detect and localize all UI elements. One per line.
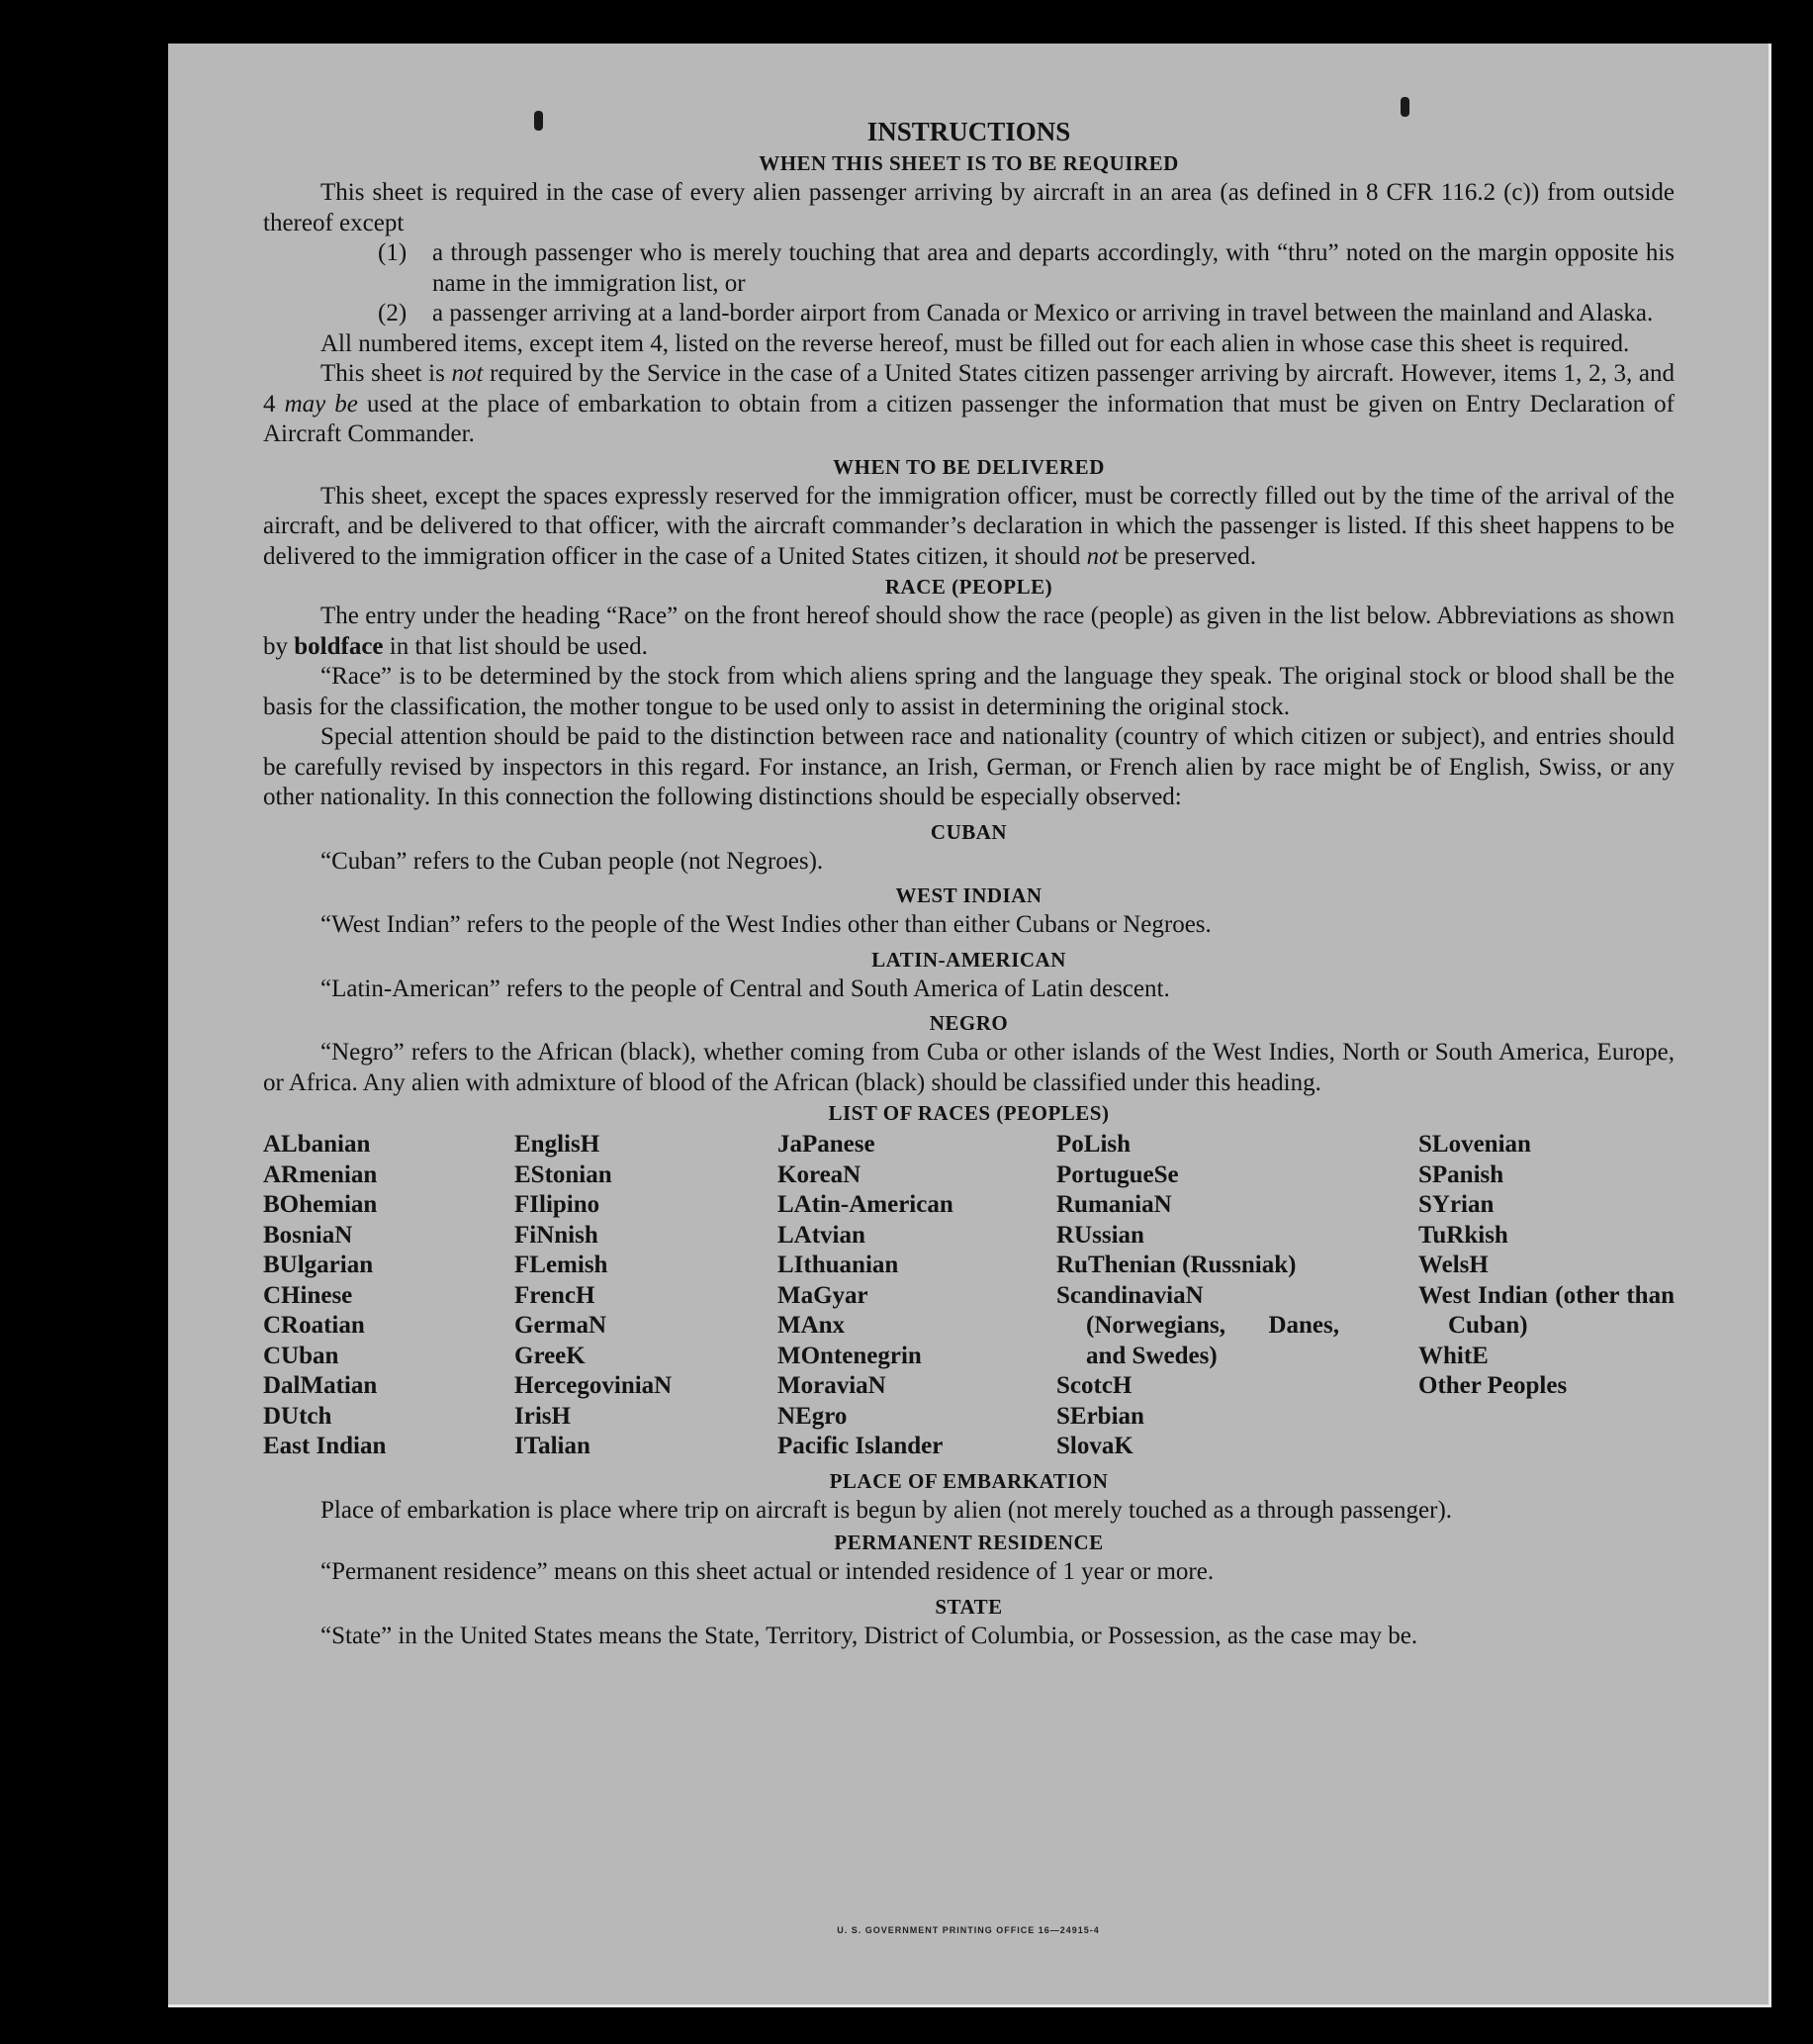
- exception-number: (2): [378, 300, 408, 326]
- exception-text: a through passenger who is merely touching that area and departs accordingly, with “thru” noted on the margin opposite his name in the immigration list, or: [432, 239, 1675, 297]
- race-list: [263, 1130, 1675, 1462]
- race-entry: ScandinaviaN (Norwegians, Danes, and Swedes): [1056, 1281, 1339, 1369]
- text-run: in that list should be used.: [383, 632, 648, 660]
- race-entry: EStonian: [514, 1161, 612, 1188]
- race-entry: CHinese: [263, 1281, 353, 1309]
- latin-american-definition: “Latin-American” refers to the people of Central and South America of Latin descent.: [320, 975, 1170, 1002]
- race-entry: RUssian: [1056, 1221, 1144, 1249]
- heading-embarkation: PLACE OF EMBARKATION: [829, 1468, 1109, 1493]
- race-entry: ARmenian: [263, 1161, 378, 1188]
- race-entry: ScotcH: [1056, 1372, 1133, 1399]
- heading-negro: NEGRO: [929, 1011, 1009, 1035]
- exception-text: a passenger arriving at a land-border airport from Canada or Mexico or arriving in travel between the mainland and Alaska.: [432, 300, 1654, 326]
- heading-list-of-races: LIST OF RACES (PEOPLES): [828, 1101, 1110, 1125]
- race-entry: RumaniaN: [1056, 1191, 1172, 1218]
- race-entry: GreeK: [514, 1342, 586, 1369]
- race-entry: SlovaK: [1056, 1433, 1133, 1459]
- instructions-content: [263, 115, 1675, 1651]
- heading-permanent-residence: PERMANENT RESIDENCE: [834, 1531, 1104, 1554]
- race-entry: GermaN: [514, 1312, 607, 1339]
- heading-race: RACE (PEOPLE): [884, 575, 1053, 599]
- text-run: be preserved.: [1118, 542, 1257, 570]
- text-run: required by the Service in the case of a United States citizen passenger arriving by aircraft. However, items 1, 2, 3, and 4: [263, 360, 1675, 418]
- race-entry: Pacific Islander: [777, 1433, 944, 1459]
- heading-cuban: CUBAN: [930, 819, 1008, 844]
- race-column-3: [777, 1130, 1056, 1462]
- race-entry: RuThenian (Russniak): [1056, 1252, 1297, 1278]
- heading-when-delivered: WHEN TO BE DELIVERED: [833, 454, 1105, 479]
- race-entry: SPanish: [1418, 1161, 1504, 1188]
- race-entry: LAtvian: [777, 1221, 865, 1249]
- race-entry: SLovenian: [1418, 1131, 1531, 1158]
- race-entry: BOhemian: [263, 1191, 378, 1218]
- race-entry: MOntenegrin: [777, 1342, 922, 1369]
- text-run: The entry under the heading “Race” on the front hereof should show the race (people) as given in the list below. Abbreviations as shown by: [263, 603, 1675, 660]
- race-entry: West Indian (other than Cuban): [1418, 1281, 1675, 1339]
- state-definition: “State” in the United States means the State, Territory, District of Columbia, or Possession, as the case may be.: [320, 1622, 1418, 1649]
- race-entry: WelsH: [1418, 1252, 1489, 1278]
- race-entry-paragraph: [263, 602, 1675, 662]
- race-entry: DalMatian: [263, 1372, 378, 1399]
- punch-mark-right: [1401, 97, 1409, 117]
- exception-item: [378, 238, 1675, 299]
- bold-boldface: boldface: [294, 632, 384, 660]
- race-entry: East Indian: [263, 1433, 387, 1459]
- race-entry: SYrian: [1418, 1191, 1495, 1218]
- race-nationality-paragraph: Special attention should be paid to the distinction between race and nationality (country of which citizen or subject), and entries should be carefully revised by inspectors in this regard. For instance, an Irish, German, or French alien by race might be of English, Swiss, or any other nationality. In this connection the following distinctions should be especially observed:: [263, 723, 1675, 810]
- cuban-definition: “Cuban” refers to the Cuban people (not Negroes).: [320, 847, 824, 875]
- race-entry: FrencH: [514, 1281, 595, 1309]
- race-entry: LIthuanian: [777, 1252, 899, 1278]
- race-entry: EnglisH: [514, 1131, 600, 1158]
- emphasis-not: not: [1086, 542, 1119, 570]
- race-entry: MAnx: [777, 1312, 846, 1339]
- race-column-4: [1056, 1130, 1339, 1462]
- required-paragraph: This sheet is required in the case of every alien passenger arriving by aircraft in an area (as defined in 8 CFR 116.2 (c)) from outside thereof except: [263, 179, 1675, 236]
- race-entry: TuRkish: [1418, 1221, 1508, 1249]
- citizen-paragraph: [263, 359, 1675, 450]
- race-entry: CUban: [263, 1342, 339, 1369]
- race-entry: IrisH: [514, 1402, 571, 1430]
- document-sheet: [168, 44, 1771, 2007]
- race-column-2: [514, 1130, 777, 1462]
- embarkation-definition: Place of embarkation is place where trip on aircraft is begun by alien (not merely touched as a through passenger).: [320, 1496, 1453, 1524]
- race-column-5: [1418, 1130, 1675, 1462]
- numbered-items-paragraph: All numbered items, except item 4, listed on the reverse hereof, must be filled out for each alien in whose case this sheet is required.: [320, 329, 1630, 357]
- printing-office-footer: U. S. GOVERNMENT PRINTING OFFICE 16—24915-4: [837, 1925, 1100, 1935]
- residence-definition: “Permanent residence” means on this sheet actual or intended residence of 1 year or more.: [320, 1558, 1215, 1585]
- exception-item: [378, 299, 1675, 329]
- emphasis-not: not: [451, 360, 484, 387]
- race-entry: JaPanese: [777, 1131, 875, 1158]
- race-entry: LAtin-American: [777, 1191, 953, 1218]
- west-indian-definition: “West Indian” refers to the people of the West Indies other than either Cubans or Negroes.: [320, 911, 1212, 938]
- text-run: This sheet, except the spaces expressly reserved for the immigration officer, must be correctly filled out by the time of the arrival of the aircraft, and be delivered to that officer, with the aircraft commander’s declaration in which the passenger is listed. If this sheet happens to be delivered to the immigration officer in the case of a United States citizen, it should: [263, 482, 1675, 570]
- heading-state: STATE: [935, 1594, 1003, 1619]
- page-title: INSTRUCTIONS: [866, 117, 1071, 146]
- race-entry: KoreaN: [777, 1161, 861, 1188]
- race-definition-paragraph: “Race” is to be determined by the stock from which aliens spring and the language they speak. The original stock or blood shall be the basis for the classification, the mother tongue to be used only to assist in determining the original stock.: [263, 663, 1675, 720]
- text-run: This sheet is: [320, 360, 452, 387]
- heading-west-indian: WEST INDIAN: [895, 883, 1042, 907]
- negro-definition: “Negro” refers to the African (black), whether coming from Cuba or other islands of the West Indies, North or South America, Europe, or Africa. Any alien with admixture of blood of the African (black) should be classified under this heading.: [263, 1039, 1675, 1096]
- race-entry: BosniaN: [263, 1221, 353, 1249]
- race-entry: FLemish: [514, 1252, 608, 1278]
- delivery-paragraph: [263, 482, 1675, 573]
- race-entry: SErbian: [1056, 1402, 1144, 1430]
- race-entry: WhitE: [1418, 1342, 1489, 1369]
- race-entry: CRoatian: [263, 1312, 365, 1339]
- race-entry: PortugueSe: [1056, 1161, 1179, 1188]
- race-column-1: [263, 1130, 514, 1462]
- race-entry: DUtch: [263, 1402, 332, 1430]
- race-entry: ITalian: [514, 1433, 590, 1459]
- race-entry: Other Peoples: [1418, 1372, 1568, 1399]
- race-entry: NEgro: [777, 1402, 848, 1430]
- race-entry: BUlgarian: [263, 1252, 374, 1278]
- race-entry: MaGyar: [777, 1281, 868, 1309]
- race-entry: MoraviaN: [777, 1372, 886, 1399]
- heading-when-required: WHEN THIS SHEET IS TO BE REQUIRED: [759, 151, 1179, 175]
- exception-number: (1): [378, 239, 408, 266]
- race-entry: ALbanian: [263, 1131, 371, 1158]
- race-entry: PoLish: [1056, 1131, 1132, 1158]
- heading-latin-american: LATIN-AMERICAN: [871, 947, 1066, 972]
- text-run: used at the place of embarkation to obtain from a citizen passenger the information that must be given on Entry Declaration of Aircraft Commander.: [263, 390, 1676, 447]
- race-entry: HercegoviniaN: [514, 1372, 673, 1399]
- race-entry: FiNnish: [514, 1221, 598, 1249]
- emphasis-may-be: may be: [284, 390, 358, 418]
- race-entry: FIlipino: [514, 1191, 600, 1218]
